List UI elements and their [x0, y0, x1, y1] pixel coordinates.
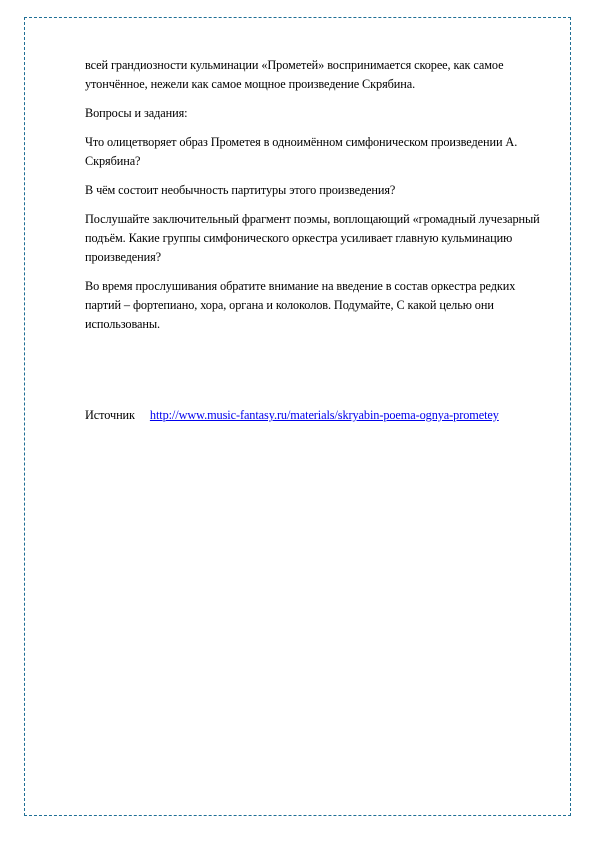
document-body: [85, 56, 545, 344]
source-link[interactable]: http://www.music-fantasy.ru/materials/skryabin-poema-ognya-prometey: [149, 408, 499, 422]
question-3: Послушайте заключительный фрагмент поэмы, воплощающий «громадный лучезарный подъём. Какие группы симфонического оркестра усиливает главную кульминацию произведения?: [85, 212, 540, 264]
questions-heading: Вопросы и задания:: [85, 106, 188, 120]
question-2: В чём состоит необычность партитуры этого произведения?: [85, 183, 396, 197]
question-1: Что олицетворяет образ Прометея в одноимённом симфоническом произведении А. Скрябина?: [85, 135, 518, 168]
paragraph-intro: всей грандиозности кульминации «Прометей» воспринимается скорее, как самое утончённое, нежели как самое мощное произведение Скрябина.: [85, 58, 504, 91]
source-label: Источник: [85, 408, 135, 422]
source-line: [85, 405, 545, 425]
question-4: Во время прослушивания обратите внимание на введение в состав оркестра редких партий – фортепиано, хора, органа и колоколов. Подумайте, С какой целью они использованы.: [85, 279, 516, 331]
